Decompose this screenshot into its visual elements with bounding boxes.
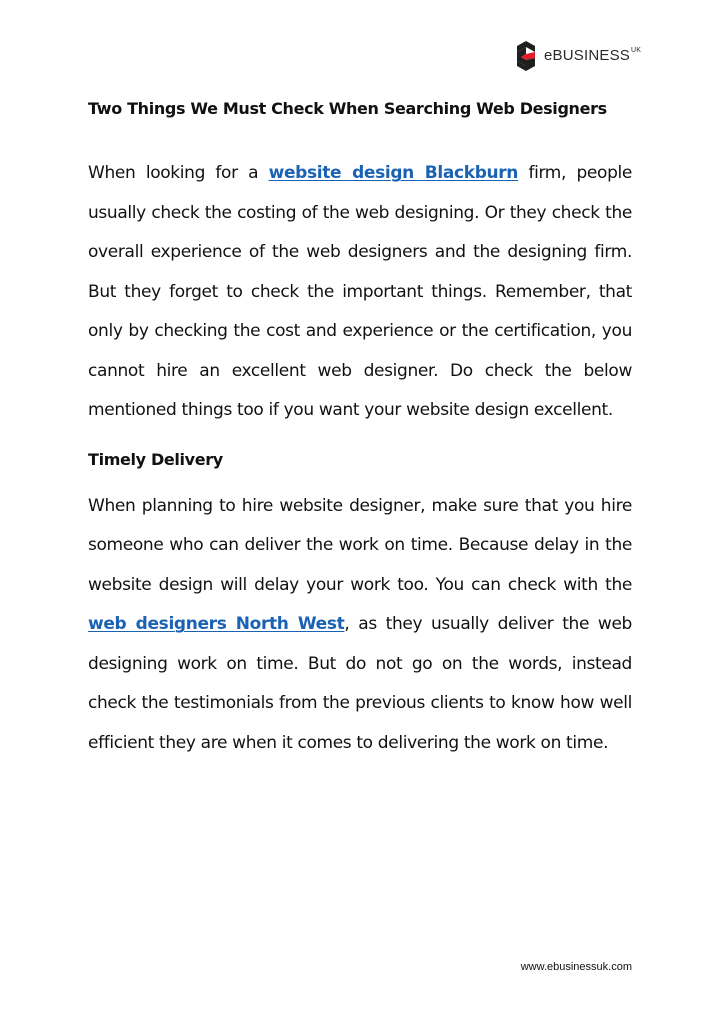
intro-text-after-link: firm, people usually check the costing of the web designing. Or they check the overall experience of the web designers and the designing firm. But they forget to check the important things. Remember, that only by checking the cost and experience or the certification, you cannot hire an excellent web designer. Do check the below mentioned things too if you want your website design excellent. [88, 163, 632, 420]
ebusiness-logo-icon [516, 40, 536, 72]
website-design-blackburn-link[interactable]: website design Blackburn [268, 163, 519, 183]
timely-delivery-text-before-link: When planning to hire website designer, make sure that you hire someone who can deliver the work on time. Because delay in the website design will delay your work too. You can check with the [88, 495, 632, 595]
brand-superscript: UK [631, 47, 642, 54]
intro-paragraph [88, 154, 632, 431]
footer-url[interactable]: www.ebusinessuk.com [520, 961, 632, 973]
intro-text-before-link: When looking for a [88, 163, 269, 183]
document-page [88, 90, 632, 763]
brand-name: eBUSINESS [544, 47, 630, 64]
document-title: Two Things We Must Check When Searching Web Designers [88, 99, 607, 118]
timely-delivery-text-after-link: , as they usually deliver the web designing work on time. But do not go on the words, instead check the testimonials from the previous clients to know how well efficient they are when it comes to delivering the work on time. [88, 614, 632, 753]
timely-delivery-paragraph [88, 487, 632, 764]
timely-delivery-heading: Timely Delivery [88, 449, 223, 469]
web-designers-north-west-link[interactable]: web designers North West [88, 614, 345, 634]
brand-logo [516, 40, 641, 72]
brand-wordmark [544, 47, 641, 65]
